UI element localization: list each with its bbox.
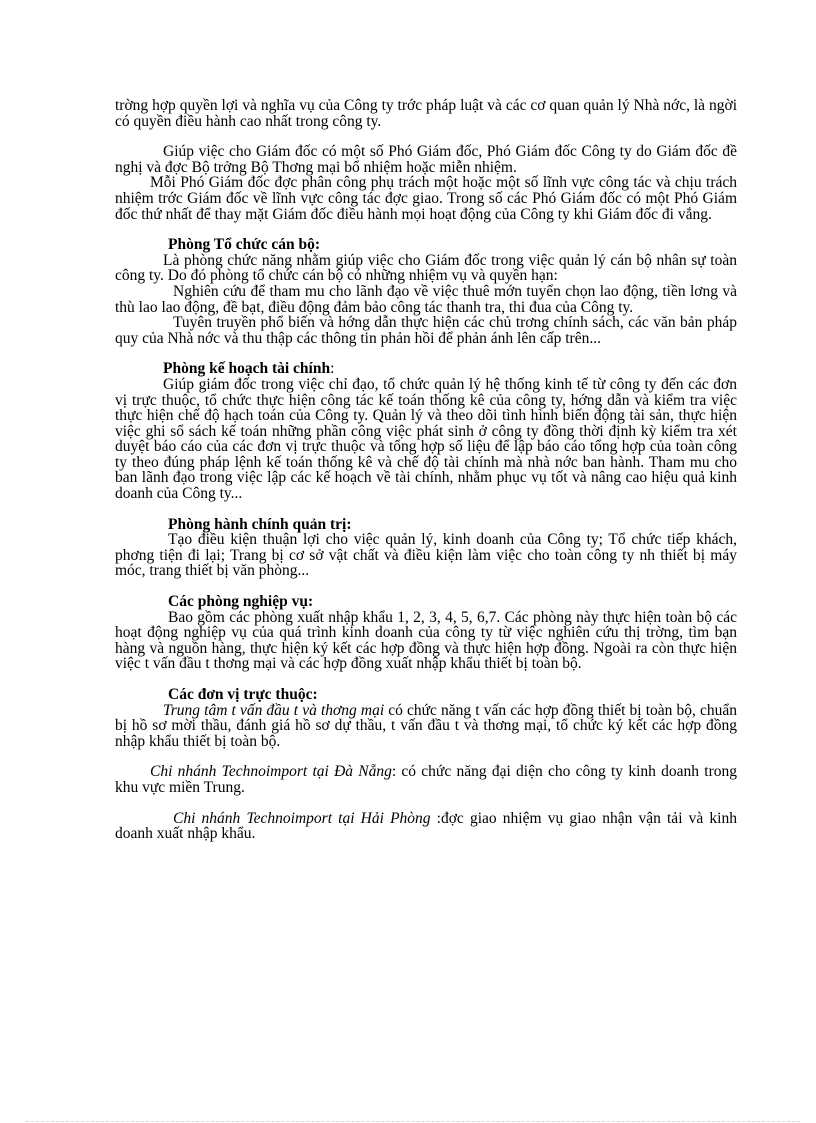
consulting-center-name: Trung tâm t vấn đầu t và thơng mại [163, 701, 385, 719]
paragraph-personnel-research: Nghiên cứu để tham mu cho lãnh đạo về việc thuê mớn tuyển chọn lao động, tiền lơng và thù lao lao động, đề bạt, điều động đảm bảo công tác thanh tra, thi đua của Công ty. [115, 282, 737, 316]
heading-finance-dept [115, 361, 737, 377]
paragraph-business-duties: Bao gồm các phòng xuất nhập khẩu 1, 2, 3, 4, 5, 6,7. Các phòng này thực hiện toàn bộ các hoạt động nghiệp vụ của quá trình kinh doanh của công ty từ việc nghiên cứu thị trờng, tìm bạn hàng và nguồn hàng, thực hiện ký kết các hợp đồng và thực hiện hợp đồng. Ngoài ra còn thực hiện việc t vấn đầu t thơng mại và các hợp đồng xuất nhập khẩu thiết bị toàn bộ. [115, 608, 737, 673]
document-body [115, 98, 737, 842]
page-bottom-divider [26, 1121, 800, 1122]
paragraph-haiphong-branch [115, 811, 737, 842]
haiphong-branch-name: Chi nhánh Technoimport tại Hải Phòng [173, 809, 431, 827]
paragraph-personnel-intro: Là phòng chức năng nhằm giúp việc cho Giám đốc trong việc quản lý cán bộ nhân sự toàn công ty. Do đó phòng tổ chức cán bộ có những nhiệm vụ và quyền hạn: [115, 251, 737, 285]
heading-admin-dept: Phòng hành chính quản trị: [168, 515, 352, 533]
paragraph-danang-branch [115, 764, 737, 795]
paragraph-deputy-directors: Giúp việc cho Giám đốc có một số Phó Giám đốc, Phó Giám đốc Công ty do Giám đốc đề nghị và đợc Bộ trởng Bộ Thơng mại bổ nhiệm hoặc miễn nhiệm. [115, 143, 737, 176]
haiphong-branch-text: :đợc giao nhiệm vụ giao nhận vận tải và kinh doanh xuất nhập khẩu. [115, 809, 737, 843]
danang-branch-text: : có chức năng đại diện cho công ty kinh doanh trong khu vực miền Trung. [115, 763, 737, 796]
heading-finance-label: Phòng kế hoạch tài chính [163, 360, 331, 378]
paragraph-board-rights: trờng hợp quyền lợi và nghĩa vụ của Công ty trớc pháp luật và các cơ quan quản lý Nhà nớc, là ngời có quyền điều hành cao nhất trong công ty. [115, 97, 737, 130]
heading-personnel-dept: Phòng Tổ chức cán bộ: [168, 236, 320, 254]
heading-finance-colon: : [330, 360, 335, 378]
heading-business-depts: Các phòng nghiệp vụ: [168, 593, 314, 611]
paragraph-consulting-center [115, 703, 737, 750]
danang-branch-name: Chi nhánh Technoimport tại Đà Nẵng [150, 763, 392, 781]
paragraph-deputy-duties: Mỗi Phó Giám đốc đợc phân công phụ trách một hoặc một số lĩnh vực công tác và chịu trách nhiệm trớc Giám đốc về lĩnh vực công tác đợc giao. Trong số các Phó Giám đốc có một Phó Giám đốc thứ nhất để thay mặt Giám đốc điều hành mọi hoạt động của Công ty khi Giám đốc đi vắng. [115, 174, 737, 223]
paragraph-personnel-propaganda: Tuyên truyền phổ biến và hớng dẫn thực hiện các chủ trơng chính sách, các văn bản pháp quy của Nhà nớc và thu thập các thông tin phản hồi để phản ánh lên cấp trên... [115, 314, 737, 347]
paragraph-admin-duties: Tạo điều kiện thuận lợi cho việc quản lý, kinh doanh của Công ty; Tổ chức tiếp khách, phơng tiện đi lại; Trang bị cơ sở vật chất và điều kiện làm việc cho toàn công ty nh thiết bị máy móc, trang thiết bị văn phòng... [115, 531, 737, 580]
paragraph-finance-duties: Giúp giám đốc trong việc chỉ đạo, tổ chức quản lý hệ thống kinh tế từ công ty đến các đơn vị trực thuộc, tổ chức thực hiện công tác kế toán thống kê của công ty, hớng dẫn và kiểm tra việc thực hiện chế độ hạch toán của Công ty. Quản lý và theo dõi tình hình biến động tài sản, thực hiện việc ghi sổ sách kế toán những phần công việc phát sinh ở công ty đồng thời định kỳ kiểm tra xét duyệt báo cáo của các đơn vị trực thuộc và tổng hợp số liệu để lập báo cáo tổng hợp của toàn công ty theo đúng pháp lệnh kế toán thống kê và chế độ tài chính mà nhà nớc ban hành. Tham mu cho ban lãnh đạo trong việc lập các kế hoạch về tài chính, nhằm phục vụ tốt và nâng cao hiệu quả kinh doanh của Công ty... [115, 375, 737, 503]
heading-subsidiaries: Các đơn vị trực thuộc: [168, 686, 318, 703]
consulting-center-text: có chức năng t vấn các hợp đồng thiết bị toàn bộ, chuẩn bị hồ sơ mời thầu, đánh giá hồ sơ dự thầu, t vấn đầu t và thơng mại, tổ chức ký kết các hợp đồng nhập khẩu thiết bị toàn bộ. [115, 701, 737, 750]
